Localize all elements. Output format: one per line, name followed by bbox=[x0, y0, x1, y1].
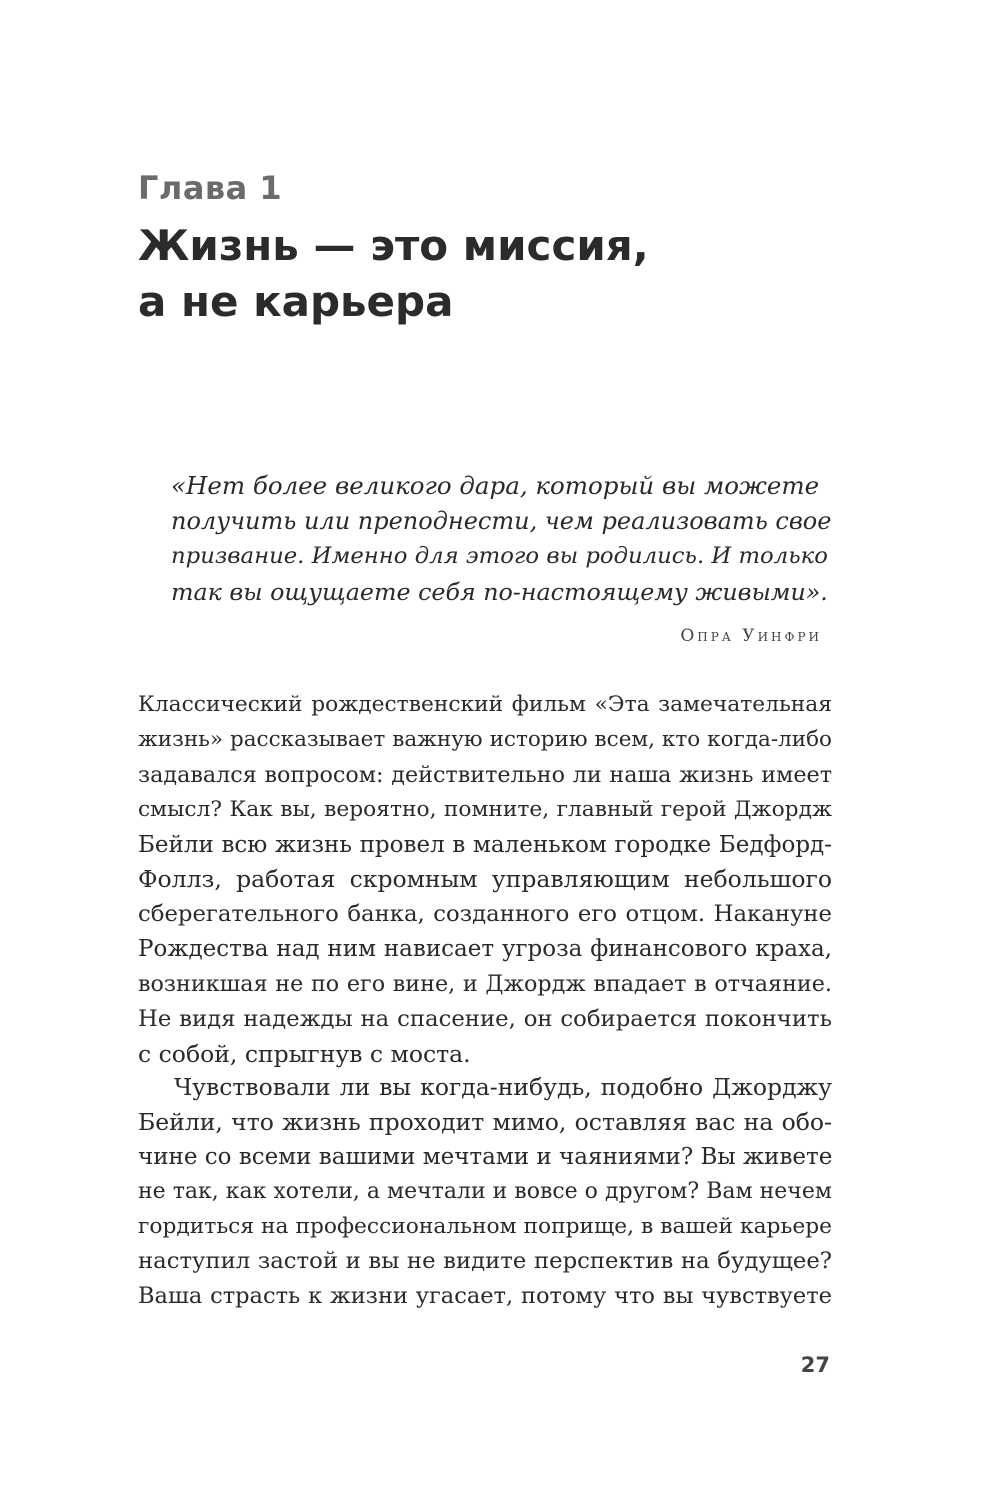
paragraph-line: Бейли всю жизнь провел в маленьком городке Бедфорд- bbox=[138, 831, 832, 858]
body-paragraph-2 bbox=[138, 1070, 832, 1314]
body-paragraph-1 bbox=[138, 688, 832, 1072]
paragraph-line: смысл? Как вы, вероятно, помните, главный герой Джордж bbox=[138, 796, 832, 822]
paragraph-line: чине со всеми вашими мечтами и чаяниями? Вы живете bbox=[138, 1143, 833, 1170]
paragraph-line: Классический рождественский фильм «Эта замечательная bbox=[138, 692, 832, 717]
epigraph-author: Опра Уинфри bbox=[680, 626, 822, 646]
paragraph-line: Чувствовали ли вы когда-нибудь, подобно Джорджу bbox=[174, 1073, 832, 1101]
chapter-title-line: Жизнь — это миссия, bbox=[138, 221, 649, 270]
epigraph-line: так вы ощущаете себя по-настоящему живыми». bbox=[171, 577, 828, 606]
paragraph-line: Ваша страсть к жизни угасает, потому что вы чувствуете bbox=[138, 1283, 832, 1310]
paragraph-line: с собой, спрыгнув с моста. bbox=[138, 1039, 471, 1068]
chapter-title-line: а не карьера bbox=[138, 277, 454, 326]
paragraph-line: сберегательного банка, созданного его отцом. Накануне bbox=[138, 901, 832, 928]
paragraph-line: гордиться на профессиональном поприще, в вашей карьере bbox=[138, 1213, 832, 1239]
page-number: 27 bbox=[800, 1353, 830, 1377]
epigraph-line: «Нет более великого дара, который вы можете bbox=[171, 471, 820, 500]
paragraph-line: задавался вопросом: действительно ли наша жизнь имеет bbox=[138, 761, 832, 788]
epigraph-line: получить или преподнести, чем реализовать свое bbox=[171, 506, 832, 535]
epigraph-quote bbox=[171, 468, 831, 610]
epigraph-line: призвание. Именно для этого вы родились. И только bbox=[171, 543, 828, 569]
paragraph-line: возникшая не по его вине, и Джордж впадает в отчаяние. bbox=[138, 971, 832, 998]
paragraph-line: наступил застой и вы не видите перспектив на будущее? bbox=[138, 1248, 832, 1275]
chapter-label: Глава 1 bbox=[138, 169, 283, 207]
paragraph-line: Не видя надежды на спасение, он собирается покончить bbox=[138, 1006, 832, 1033]
paragraph-line: Фоллз, работая скромным управляющим небольшого bbox=[138, 865, 832, 894]
paragraph-line: жизнь» рассказывает важную историю всем, кто когда-либо bbox=[138, 726, 832, 752]
paragraph-line: Бейли, что жизнь проходит мимо, оставляя вас на обо- bbox=[138, 1107, 832, 1136]
paragraph-line: не так, как хотели, а мечтали и вовсе о другом? Вам нечем bbox=[138, 1178, 832, 1204]
paragraph-line: Рождества над ним нависает угроза финансового краха, bbox=[138, 936, 832, 963]
chapter-title bbox=[138, 218, 858, 330]
